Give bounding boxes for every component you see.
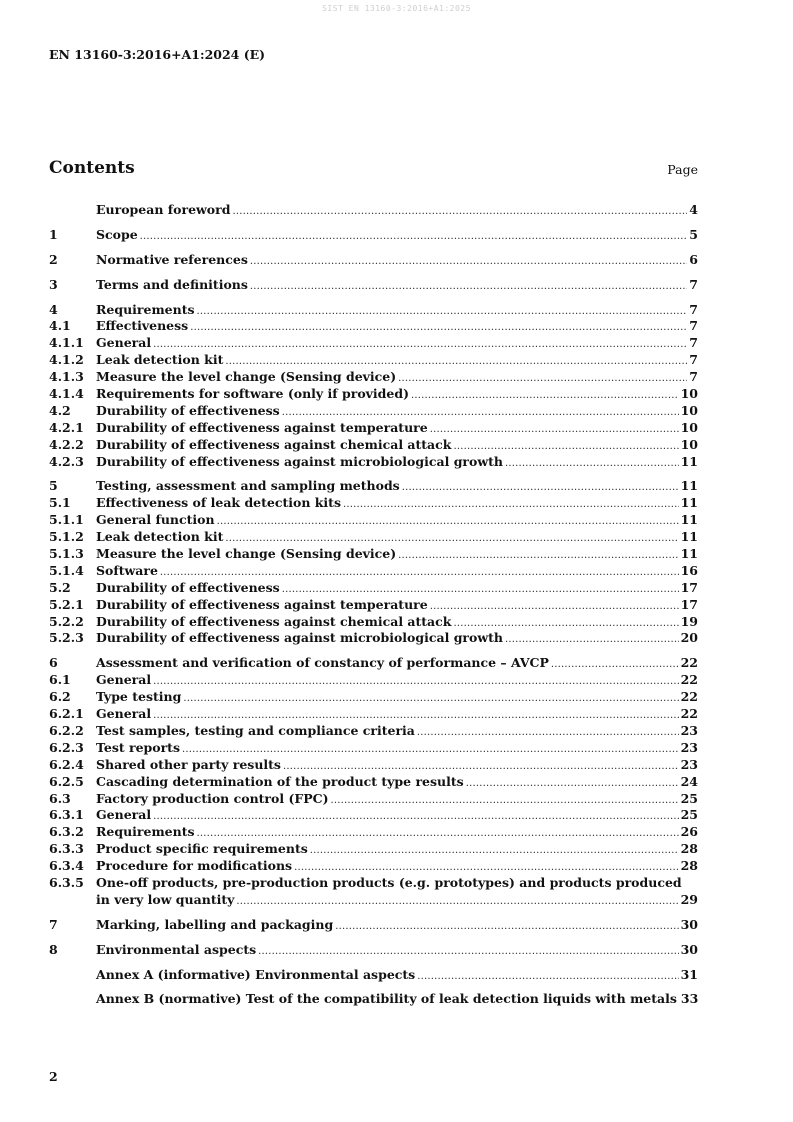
watermark: SIST EN 13160-3:2016+A1:2025 xyxy=(322,4,471,13)
toc-entry-number: 5 xyxy=(49,478,58,494)
toc-leader-dots xyxy=(217,514,679,531)
toc-entry[interactable] xyxy=(49,991,698,1008)
toc-entry-number: 5.2.3 xyxy=(49,630,84,646)
toc-entry[interactable] xyxy=(49,672,698,689)
toc-leader-dots xyxy=(335,919,678,936)
toc-entry-number: 5.1 xyxy=(49,495,71,511)
toc-entry-title: Durability of effectiveness against microbiological growth xyxy=(96,630,503,646)
toc-entry[interactable] xyxy=(49,202,698,219)
toc-entry[interactable] xyxy=(49,967,698,984)
toc-entry-title: General xyxy=(96,807,152,823)
toc-entry-page: 10 xyxy=(680,436,698,452)
toc-entry-title: Measure the level change (Sensing device) xyxy=(96,546,397,562)
toc-entry-number: 4.2.3 xyxy=(49,453,84,469)
page-column-label: Page xyxy=(667,162,698,177)
toc-entry-title: Procedure for modifications xyxy=(96,858,293,874)
toc-leader-dots xyxy=(430,599,679,616)
toc-entry-page: 29 xyxy=(680,891,698,907)
toc-entry-title: Requirements xyxy=(96,301,195,317)
toc-leader-dots xyxy=(417,725,679,742)
toc-entry[interactable] xyxy=(49,420,698,437)
toc-entry-number: 4.1.3 xyxy=(49,369,84,385)
toc-entry-number: 6.2.3 xyxy=(49,739,84,755)
toc-entry-number: 4 xyxy=(49,301,58,317)
toc-entry-page: 19 xyxy=(680,613,698,629)
toc-leader-dots xyxy=(411,388,679,405)
toc-entry-title: Requirements for software (only if provided) xyxy=(96,386,410,402)
toc-entry[interactable] xyxy=(49,892,698,909)
toc-entry-title: Testing, assessment and sampling methods xyxy=(96,478,400,494)
toc-entry[interactable] xyxy=(49,386,698,403)
toc-entry[interactable] xyxy=(49,841,698,858)
toc-entry-title: Environmental aspects xyxy=(96,941,257,957)
toc-leader-dots xyxy=(140,229,688,246)
toc-entry-number: 4.1.1 xyxy=(49,335,84,351)
toc-leader-dots xyxy=(398,371,687,388)
toc-entry[interactable] xyxy=(49,318,698,335)
toc-entry-page: 30 xyxy=(680,916,698,932)
toc-leader-dots xyxy=(232,204,687,221)
toc-leader-dots xyxy=(197,304,688,321)
toc-entry-page: 16 xyxy=(680,562,698,578)
toc-entry-number: 5.1.4 xyxy=(49,562,84,578)
toc-entry[interactable] xyxy=(49,614,698,631)
toc-entry-number: 6 xyxy=(49,655,58,671)
toc-entry-title: Scope xyxy=(96,226,138,242)
toc-entry-page: 7 xyxy=(689,301,698,317)
toc-entry-number: 4.2 xyxy=(49,402,71,418)
toc-entry-page: 17 xyxy=(680,596,698,612)
toc-entry-title: Durability of effectiveness xyxy=(96,579,280,595)
toc-entry-title: Leak detection kit xyxy=(96,352,224,368)
toc-entry-title: Effectiveness of leak detection kits xyxy=(96,495,341,511)
toc-entry-number: 7 xyxy=(49,916,58,932)
toc-leader-dots xyxy=(153,337,687,354)
toc-entry-title: Terms and definitions xyxy=(96,276,248,292)
toc-entry-number: 5.1.2 xyxy=(49,529,84,545)
toc-entry[interactable] xyxy=(49,512,698,529)
toc-entry[interactable] xyxy=(49,824,698,841)
toc-entry-title: Product specific requirements xyxy=(96,841,308,857)
toc-leader-dots xyxy=(466,776,679,793)
toc-entry-page: 24 xyxy=(680,773,698,789)
toc-entry[interactable] xyxy=(49,437,698,454)
toc-leader-dots xyxy=(183,691,678,708)
toc-entry[interactable] xyxy=(49,335,698,352)
toc-entry[interactable] xyxy=(49,757,698,774)
toc-entry-title: Requirements xyxy=(96,824,195,840)
toc-entry-number: 4.1 xyxy=(49,318,71,334)
toc-entry[interactable] xyxy=(49,227,698,244)
toc-entry-number: 8 xyxy=(49,941,58,957)
toc-entry-number: 4.1.4 xyxy=(49,386,84,402)
toc-entry-title: Annex A (informative) Environmental aspects xyxy=(96,966,416,982)
toc-entry[interactable] xyxy=(49,740,698,757)
toc-leader-dots xyxy=(331,793,679,810)
toc-entry-number: 6.3.5 xyxy=(49,874,84,890)
toc-entry-title: General xyxy=(96,672,152,688)
toc-entry-number: 6.3.3 xyxy=(49,841,84,857)
toc-entry-number: 5.1.3 xyxy=(49,546,84,562)
toc-entry[interactable] xyxy=(49,791,698,808)
toc-entry-title: Test samples, testing and compliance criteria xyxy=(96,722,415,738)
toc-entry-page: 11 xyxy=(680,529,698,545)
toc-entry-number: 3 xyxy=(49,276,58,292)
toc-entry-title: Type testing xyxy=(96,689,182,705)
toc-entry-page: 22 xyxy=(680,672,698,688)
toc-entry-page: 11 xyxy=(680,512,698,528)
toc-entry-title: Durability of effectiveness xyxy=(96,402,280,418)
toc-leader-dots xyxy=(236,894,678,911)
toc-entry-page: 7 xyxy=(689,335,698,351)
toc-entry-title: Effectiveness xyxy=(96,318,189,334)
toc-entry[interactable] xyxy=(49,655,698,672)
toc-entry-number: 6.1 xyxy=(49,672,71,688)
toc-entry-title: Durability of effectiveness against chemical attack xyxy=(96,436,452,452)
toc-entry-title: Shared other party results xyxy=(96,756,281,772)
toc-leader-dots xyxy=(190,320,687,337)
toc-entry[interactable] xyxy=(49,563,698,580)
toc-leader-dots xyxy=(343,497,679,514)
toc-entry[interactable] xyxy=(49,774,698,791)
toc-entry-number: 4.1.2 xyxy=(49,352,84,368)
toc-entry-title: General xyxy=(96,706,152,722)
toc-entry-page: 7 xyxy=(689,276,698,292)
toc-entry-page: 33 xyxy=(680,991,699,1007)
toc-entry-page: 22 xyxy=(680,706,698,722)
toc-leader-dots xyxy=(310,843,679,860)
toc-entry-page: 22 xyxy=(680,689,698,705)
toc-entry-title: Measure the level change (Sensing device) xyxy=(96,369,397,385)
toc-entry-page: 17 xyxy=(680,579,698,595)
toc-entry-number: 6.2.2 xyxy=(49,722,84,738)
toc-entry[interactable] xyxy=(49,858,698,875)
toc-entry-number: 5.1.1 xyxy=(49,512,84,528)
toc-entry-title: Software xyxy=(96,562,158,578)
toc-entry-title: European foreword xyxy=(96,202,231,217)
toc-entry[interactable] xyxy=(49,277,698,294)
toc-entry-page: 7 xyxy=(689,352,698,368)
toc-entry[interactable] xyxy=(49,546,698,563)
toc-entry-title: Cascading determination of the product type results xyxy=(96,773,464,789)
toc-entry-page: 11 xyxy=(680,478,698,494)
toc-entry[interactable] xyxy=(49,478,698,495)
toc-leader-dots xyxy=(430,422,679,439)
toc-entry-number: 4.2.2 xyxy=(49,436,84,452)
toc-entry[interactable] xyxy=(49,942,698,959)
toc-entry-page: 10 xyxy=(680,419,698,435)
toc-leader-dots xyxy=(153,809,678,826)
toc-leader-dots xyxy=(250,254,687,271)
toc-entry-page: 28 xyxy=(680,841,698,857)
toc-entry-page: 28 xyxy=(680,858,698,874)
toc-entry-page: 6 xyxy=(689,251,698,267)
toc-entry-title: General xyxy=(96,335,152,351)
toc-entry-page: 26 xyxy=(680,824,698,840)
toc-entry[interactable] xyxy=(49,875,698,892)
document-id: EN 13160-3:2016+A1:2024 (E) xyxy=(49,47,266,62)
toc-leader-dots xyxy=(250,279,687,296)
toc-entry-number: 6.2.4 xyxy=(49,756,84,772)
toc-entry-title: One-off products, pre-production products (e.g. prototypes) and products produced xyxy=(96,874,682,890)
toc-entry-page: 11 xyxy=(680,495,698,511)
toc-entry-page: 23 xyxy=(680,756,698,772)
toc-entry-page: 7 xyxy=(689,318,698,334)
toc-entry-page: 20 xyxy=(680,630,698,646)
toc-entry[interactable] xyxy=(49,352,698,369)
toc-entry[interactable] xyxy=(49,723,698,740)
toc-entry[interactable] xyxy=(49,252,698,269)
toc-entry-number: 6.2 xyxy=(49,689,71,705)
toc-entry-number: 6.3.2 xyxy=(49,824,84,840)
toc-entry-page: 7 xyxy=(689,369,698,385)
toc-entry-number: 5.2 xyxy=(49,579,71,595)
toc-entry-title: Annex B (normative) Test of the compatibility of leak detection liquids with metals xyxy=(96,991,677,1007)
toc-entry-number: 5.2.2 xyxy=(49,613,84,629)
toc-entry-page: 10 xyxy=(680,402,698,418)
toc-entry-page: 4 xyxy=(689,202,698,217)
toc-leader-dots xyxy=(505,456,679,473)
toc-entry-page: 11 xyxy=(680,546,698,562)
toc-entry-page: 25 xyxy=(680,790,698,806)
toc-entry[interactable] xyxy=(49,689,698,706)
toc-entry-title: Durability of effectiveness against chemical attack xyxy=(96,613,452,629)
toc-entry-number: 5.2.1 xyxy=(49,596,84,612)
toc-entry[interactable] xyxy=(49,706,698,723)
page-number: 2 xyxy=(49,1069,58,1084)
toc-entry-title: Marking, labelling and packaging xyxy=(96,916,334,932)
toc-entry-page: 31 xyxy=(680,966,698,982)
toc-entry-number: 6.2.1 xyxy=(49,706,84,722)
toc-entry-page: 5 xyxy=(689,226,698,242)
toc-entry[interactable] xyxy=(49,495,698,512)
toc-entry-number: 6.2.5 xyxy=(49,773,84,789)
toc-leader-dots xyxy=(551,657,679,674)
toc-entry[interactable] xyxy=(49,369,698,386)
contents-title: Contents xyxy=(49,158,135,178)
toc-entry-number: 6.3.4 xyxy=(49,858,84,874)
toc-entry-number: 4.2.1 xyxy=(49,419,84,435)
table-of-contents xyxy=(49,202,698,1008)
toc-entry-title: General function xyxy=(96,512,215,528)
toc-entry-page: 22 xyxy=(680,655,698,671)
toc-entry-title: Normative references xyxy=(96,251,248,267)
toc-entry[interactable] xyxy=(49,529,698,546)
toc-entry-page: 25 xyxy=(680,807,698,823)
toc-entry-page: 23 xyxy=(680,739,698,755)
toc-entry-title: Durability of effectiveness against temperature xyxy=(96,419,428,435)
toc-entry-number: 1 xyxy=(49,226,58,242)
toc-entry-title: Assessment and verification of constancy of performance – AVCP xyxy=(96,655,549,671)
toc-entry-title: Durability of effectiveness against temperature xyxy=(96,596,428,612)
toc-entry[interactable] xyxy=(49,454,698,471)
toc-entry-page: 11 xyxy=(680,453,698,469)
toc-entry-title: Test reports xyxy=(96,739,180,755)
toc-entry-number: 2 xyxy=(49,251,58,267)
toc-entry-page: 23 xyxy=(680,722,698,738)
toc-entry[interactable] xyxy=(49,403,698,420)
toc-leader-dots xyxy=(505,632,679,649)
toc-entry[interactable] xyxy=(49,807,698,824)
toc-entry[interactable] xyxy=(49,597,698,614)
toc-entry[interactable] xyxy=(49,630,698,647)
toc-entry-title: Leak detection kit xyxy=(96,529,224,545)
toc-entry-title: Durability of effectiveness against microbiological growth xyxy=(96,453,503,469)
toc-entry[interactable] xyxy=(49,580,698,597)
toc-entry-page: 30 xyxy=(680,941,698,957)
toc-leader-dots xyxy=(402,480,679,497)
toc-leader-dots xyxy=(258,944,678,961)
toc-leader-dots xyxy=(417,969,678,986)
toc-entry[interactable] xyxy=(49,302,698,319)
toc-entry-title: Factory production control (FPC) xyxy=(96,790,329,806)
toc-leader-dots xyxy=(153,674,678,691)
toc-entry-page: 10 xyxy=(680,386,698,402)
toc-entry-number: 6.3 xyxy=(49,790,71,806)
toc-entry-number: 6.3.1 xyxy=(49,807,84,823)
toc-entry-title: in very low quantity xyxy=(96,891,235,907)
toc-entry[interactable] xyxy=(49,917,698,934)
toc-leader-dots xyxy=(398,548,678,565)
